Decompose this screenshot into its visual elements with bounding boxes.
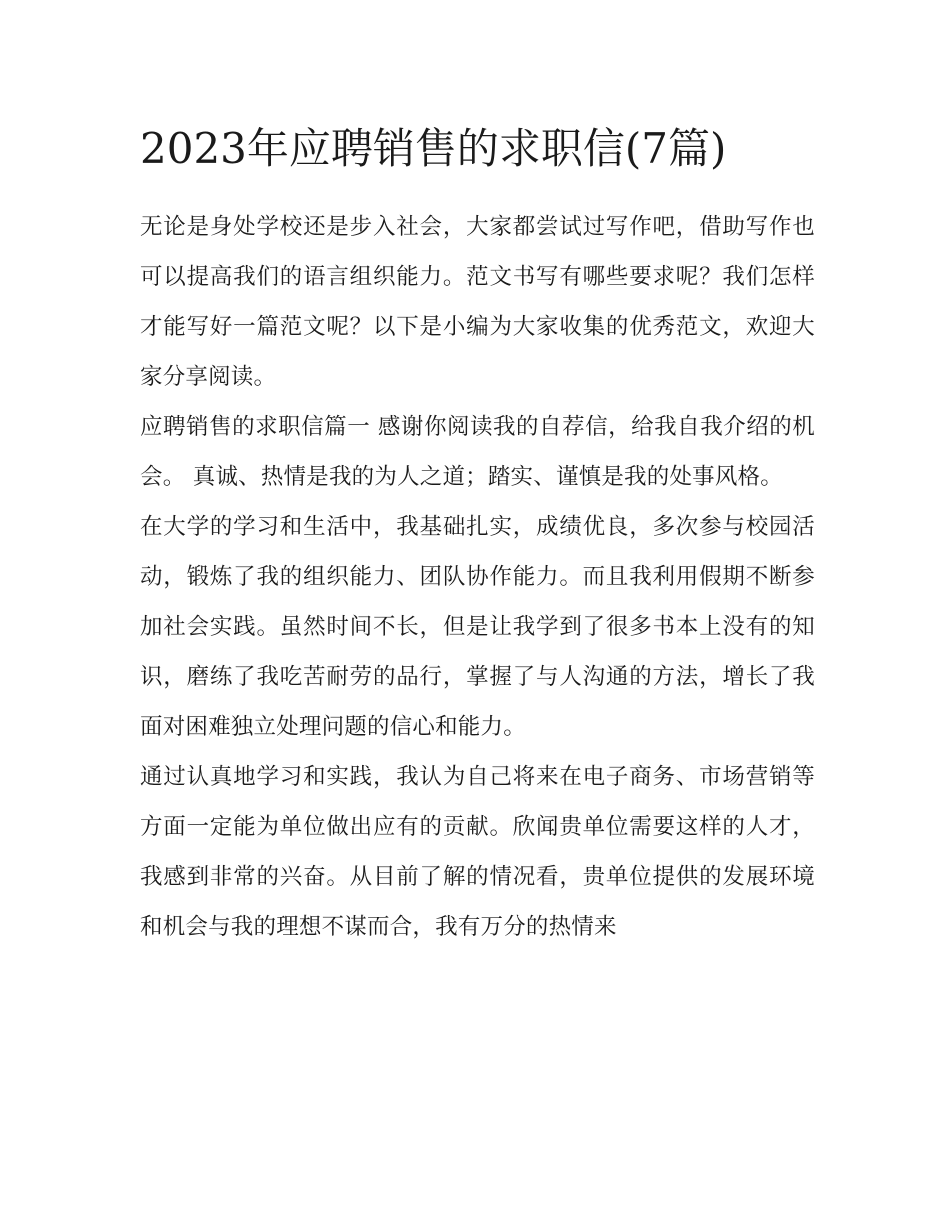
document-page	[140, 118, 815, 952]
paragraph-intro: 无论是身处学校还是步入社会，大家都尝试过写作吧，借助写作也可以提高我们的语言组织能力。范文书写有哪些要求呢？我们怎样才能写好一篇范文呢？以下是小编为大家收集的优秀范文，欢迎大家分享阅读。	[140, 214, 815, 390]
paragraph-experience: 在大学的学习和生活中，我基础扎实，成绩优良，多次参与校园活动，锻炼了我的组织能力、团队协作能力。而且我利用假期不断参加社会实践。虽然时间不长，但是让我学到了很多书本上没有的知识，磨练了我吃苦耐劳的品行，掌握了与人沟通的方法，增长了我面对困难独立处理问题的信心和能力。	[140, 514, 815, 740]
document-title: 2023年应聘销售的求职信(7篇)	[140, 124, 727, 173]
paragraph-motivation: 通过认真地学习和实践，我认为自己将来在电子商务、市场营销等方面一定能为单位做出应有的贡献。欣闻贵单位需要这样的人才，我感到非常的兴奋。从目前了解的情况看，贵单位提供的发展环境和机会与我的理想不谋而合，我有万分的热情来	[140, 764, 815, 940]
paragraph-opening: 应聘销售的求职信篇一 感谢你阅读我的自荐信，给我自我介绍的机会。 真诚、热情是我的为人之道；踏实、谨慎是我的处事风格。	[140, 414, 815, 490]
